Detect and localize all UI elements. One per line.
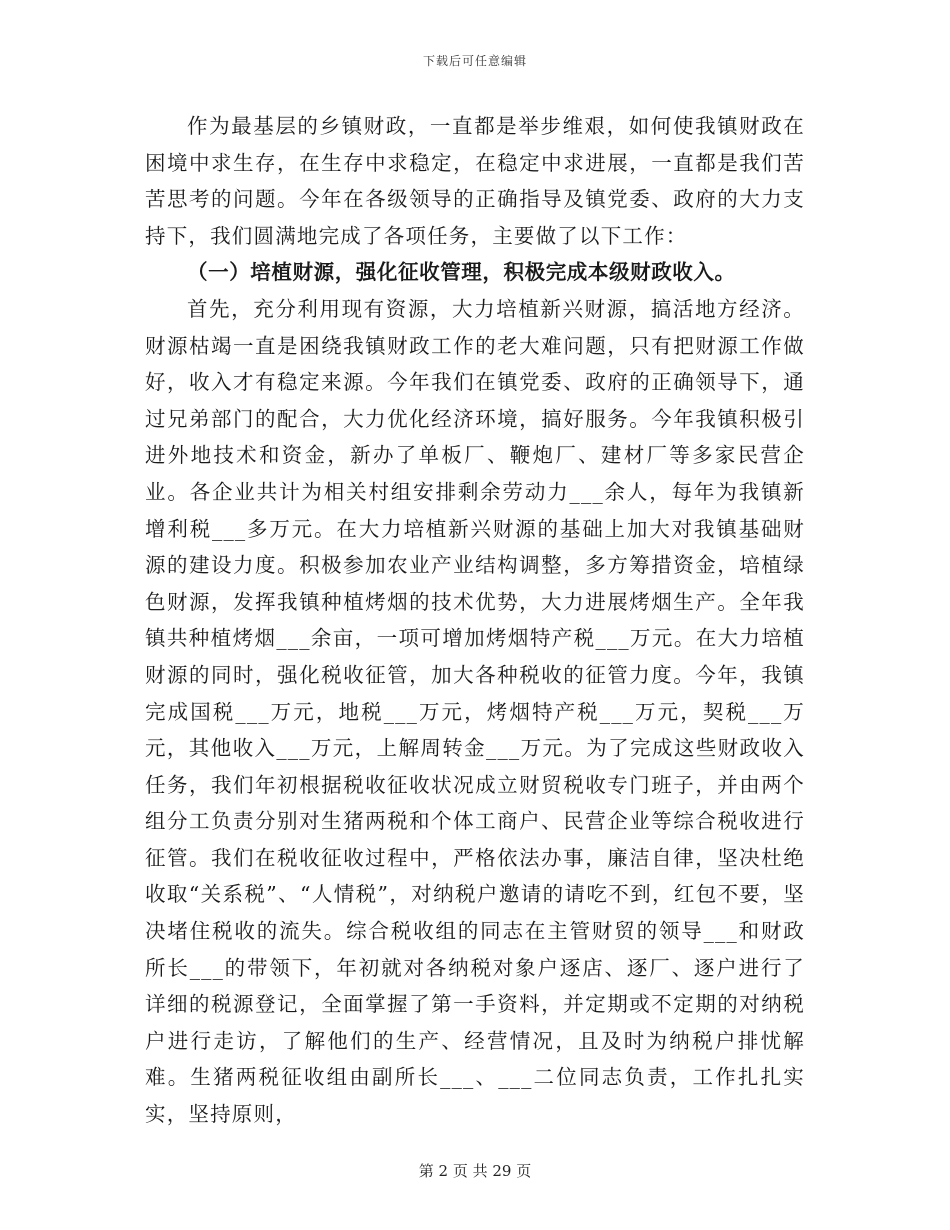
page-header: 下载后可任意编辑 xyxy=(422,54,527,68)
page-footer: 第 2 页 共 29 页 xyxy=(418,1162,532,1180)
document-body xyxy=(145,108,805,1133)
intro-paragraph: 作为最基层的乡镇财政，一直都是举步维艰，如何使我镇财政在困境中求生存，在生存中求稳定，在稳定中求进展，一直都是我们苦苦思考的问题。今年在各级领导的正确指导及镇党委、政府的大力支持下，我们圆满地完成了各项任务，主要做了以下工作： xyxy=(145,114,805,248)
body-paragraph: 首先，充分利用现有资源，大力培植新兴财源，搞活地方经济。财源枯竭一直是困绕我镇财政工作的老大难问题，只有把财源工作做好，收入才有稳定来源。今年我们在镇党委、政府的正确领导下，通过兄弟部门的配合，大力优化经济环境，搞好服务。今年我镇积极引进外地技术和资金，新办了单板厂、鞭炮厂、建材厂等多家民营企业。各企业共计为相关村组安排剩余劳动力___余人，每年为我镇新增利税___多万元。在大力培植新兴财源的基础上加大对我镇基础财源的建设力度。积极参加农业产业结构调整，多方筹措资金，培植绿色财源，发挥我镇种植烤烟的技术优势，大力进展烤烟生产。全年我镇共种植烤烟___余亩，一项可增加烤烟特产税___万元。在大力培植财源的同时，强化税收征管，加大各种税收的征管力度。今年，我镇完成国税___万元，地税___万元，烤烟特产税___万元，契税___万元，其他收入___万元，上解周转金___万元。为了完成这些财政收入任务，我们年初根据税收征收状况成立财贸税收专门班子，并由两个组分工负责分别对生猪两税和个体工商户、民营企业等综合税收进行征管。我们在税收征收过程中，严格依法办事，廉洁自律，坚决杜绝收取“关系税”、“人情税”，对纳税户邀请的请吃不到，红包不要，坚决堵住税收的流失。综合税收组的同志在主管财贸的领导___和财政所长___的带领下，年初就对各纳税对象户逐店、逐厂、逐户进行了详细的税源登记，全面掌握了第一手资料，并定期或不定期的对纳税户进行走访，了解他们的生产、经营情况，且及时为纳税户排忧解难。生猪两税征收组由副所长___、___二位同志负责，工作扎扎实实，坚持原则， xyxy=(145,296,805,1127)
section-heading: （一）培植财源，强化征收管理，积极完成本级财政收入。 xyxy=(187,260,736,285)
